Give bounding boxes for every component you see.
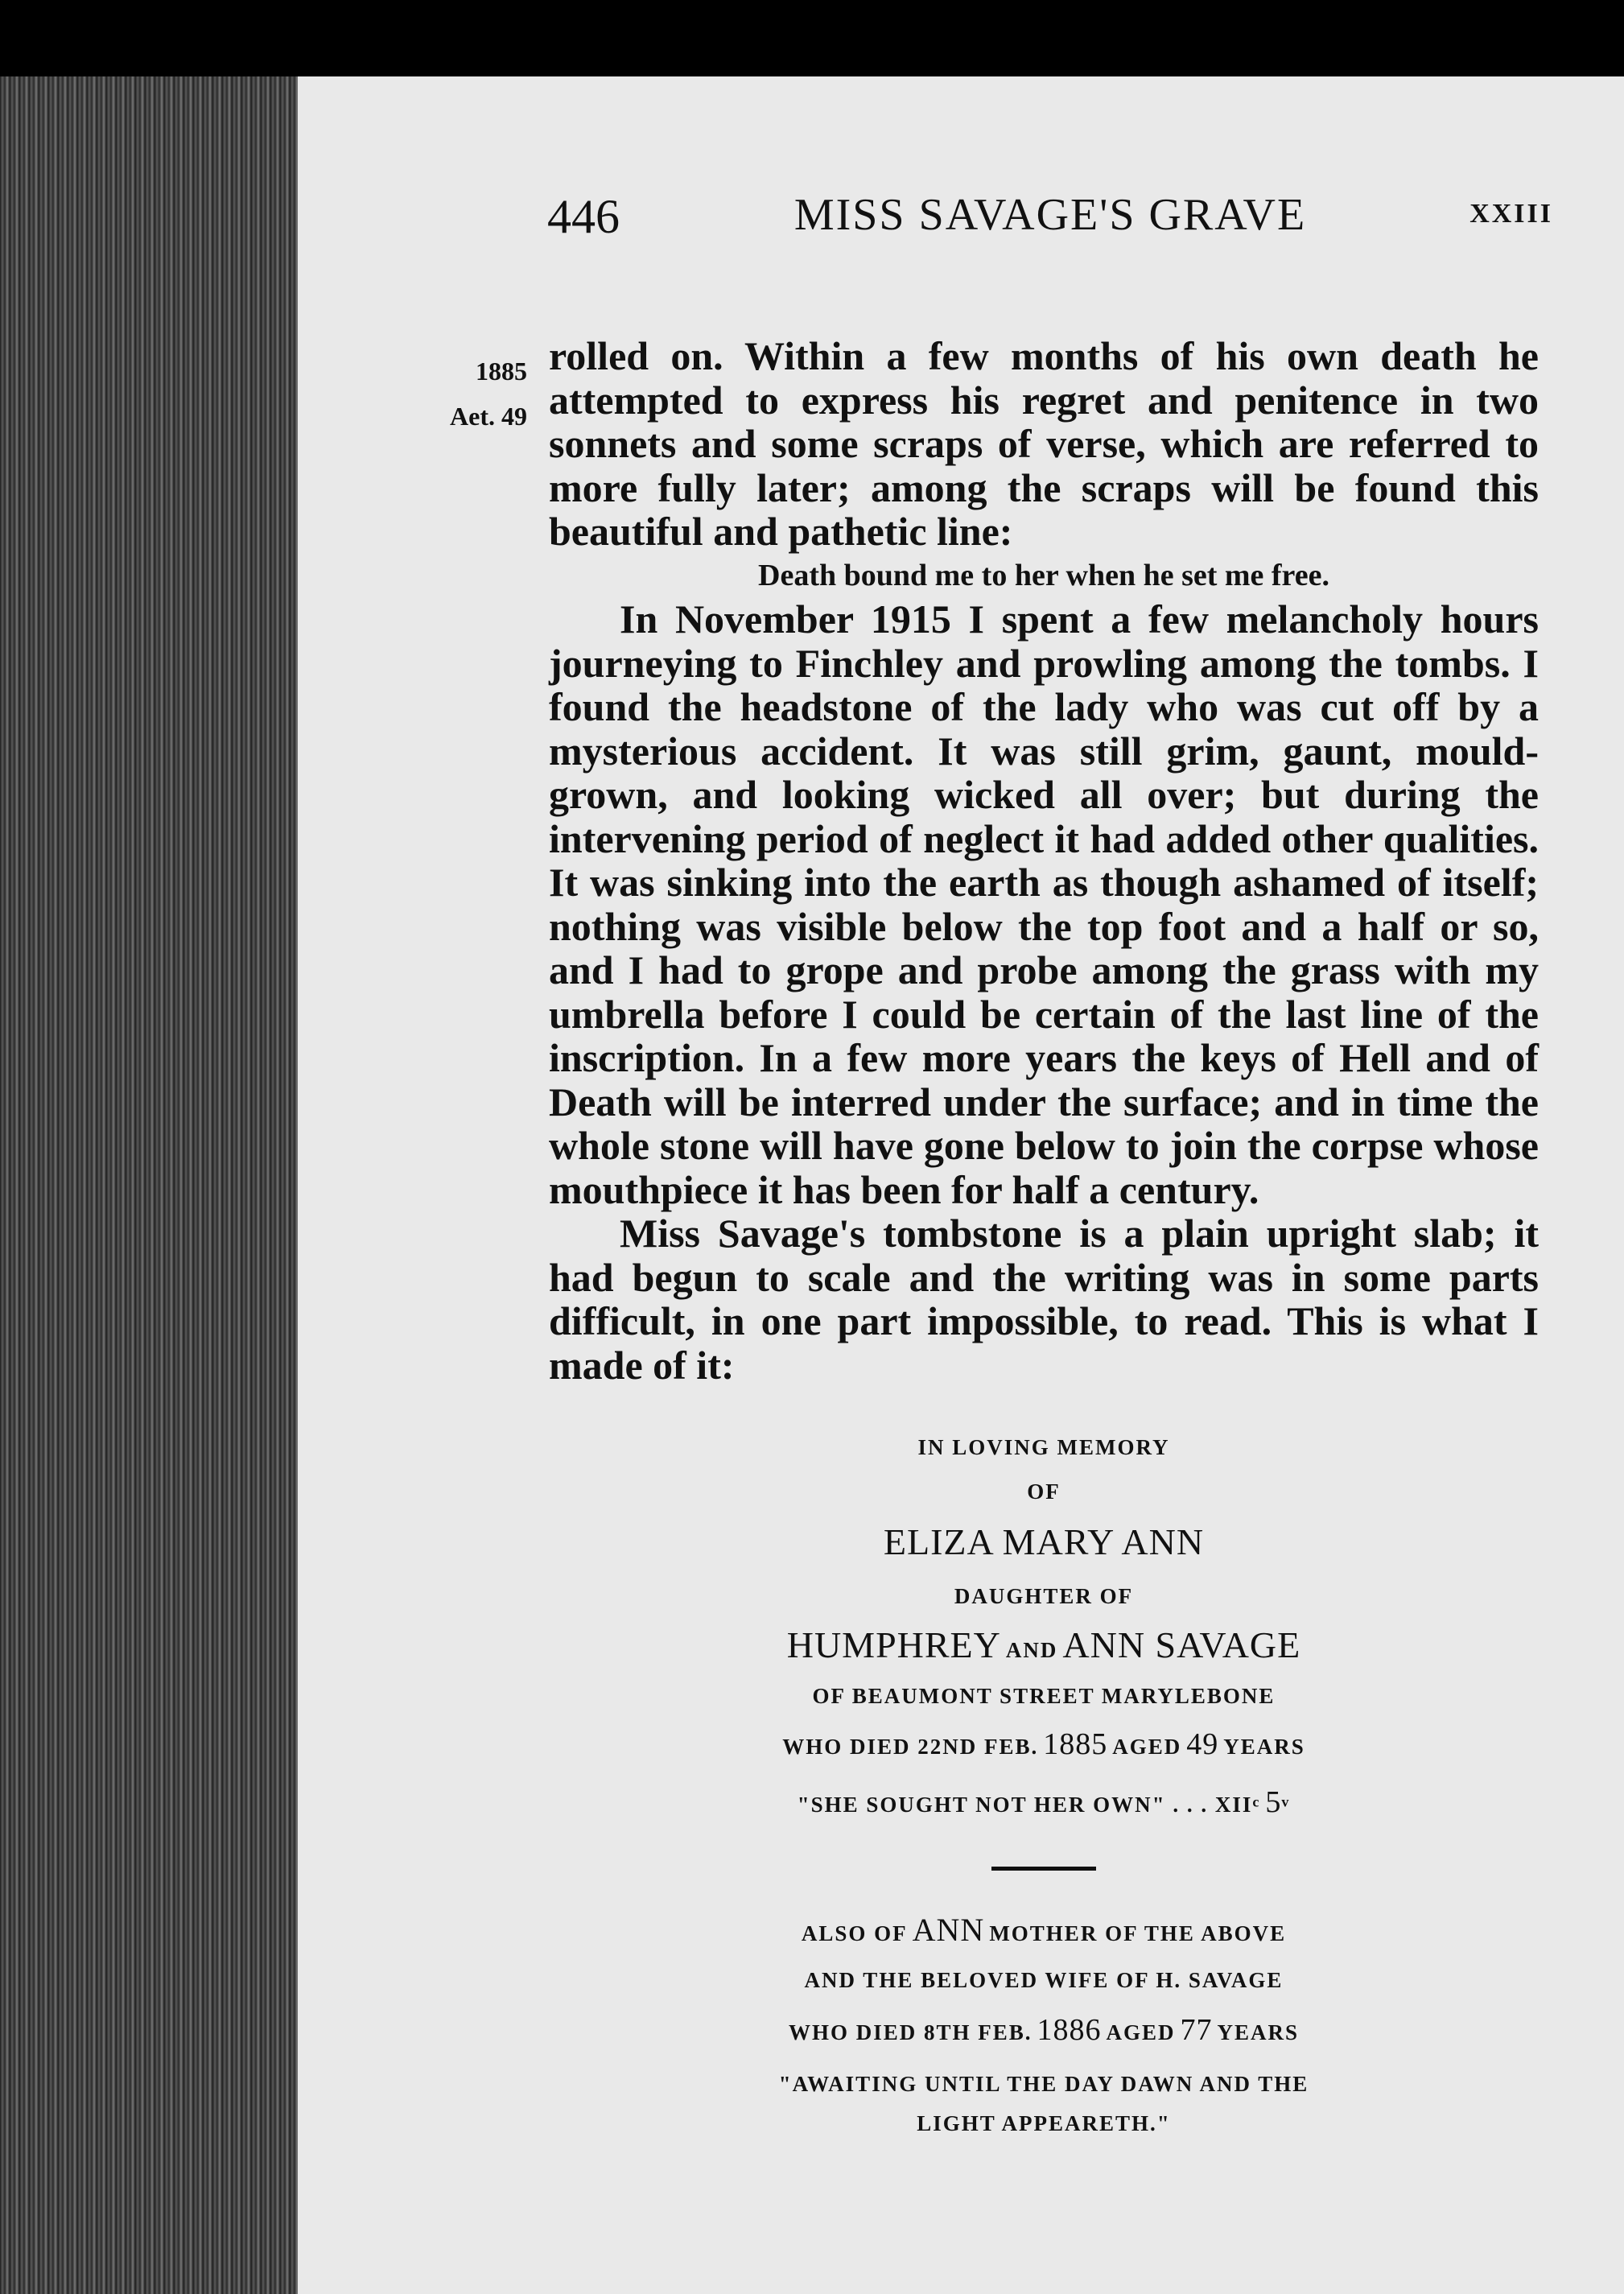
margin-note [439,349,527,439]
inscription-line: IN LOVING MEMORY [917,1435,1170,1459]
chapter-number: XXIII [1469,199,1553,229]
body-text [549,334,1539,1387]
inscription-death-date: WHO DIED 22ND FEB. 1885 AGED 49 YEARS [782,1727,1305,1761]
inscription-verse: LIGHT APPEARETH." [917,2111,1171,2135]
inscription-line: DAUGHTER OF [954,1584,1134,1608]
book-page [298,76,1624,2294]
margin-year: 1885 [476,357,527,386]
inscription-line: OF BEAUMONT STREET MARYLEBONE [812,1684,1276,1708]
page-number: 446 [547,190,620,243]
margin-age: Aet. 49 [450,402,527,431]
inscription-parents: HUMPHREY AND ANN SAVAGE [786,1624,1301,1665]
inscription-name: ELIZA MARY ANN [883,1521,1205,1562]
paragraph-3: Miss Savage's tombstone is a plain upright slab; it had begun to scale and the writing was in some parts difficult, in one part impossible, to read. This is what I made of it: [549,1211,1539,1388]
divider [991,1867,1096,1871]
inscription-verse: "AWAITING UNTIL THE DAY DAWN AND THE [778,2072,1309,2096]
running-head [547,189,1553,245]
book-page-edges [0,76,306,2294]
quoted-line: Death bound me to her when he set me free. [758,558,1329,592]
inscription-line: AND THE BELOVED WIFE OF H. SAVAGE [804,1968,1284,1992]
inscription-death-date: WHO DIED 8TH FEB. 1886 AGED 77 YEARS [788,2013,1300,2047]
inscription-also: ALSO OF ANN MOTHER OF THE ABOVE [801,1912,1287,1948]
inscription-verse: "SHE SOUGHT NOT HER OWN" . . . XII$^c$ 5$^v$ [797,1785,1291,1819]
inscription-line: OF [1027,1479,1061,1504]
tombstone-inscription [549,1437,1539,2135]
paragraph-2: In November 1915 I spent a few melancholy hours journeying to Finchley and prowling among the tombs. I found the headstone of the lady who was cut off by a mysterious accident. It was still grim, gaunt, mould-grown, and looking wicked all over; but during the intervening period of neglect it had added other qualities. It was sinking into the earth as though ashamed of itself; nothing was visible below the top foot and a half or so, and I had to grope and probe among the grass with my umbrella before I could be certain of the last line of the inscription. In a few more years the keys of Hell and of Death will be interred under the surface; and in time the whole stone will have gone below to join the corpse whose mouthpiece it has been for half a century. [549,596,1539,1212]
running-title: MISS SAVAGE'S GRAVE [793,190,1307,240]
paragraph-1: rolled on. Within a few months of his own death he attempted to express his regret and penitence in two sonnets and some scraps of verse, which are referred to more fully later; among the scraps will be found this beautiful and pathetic line: [549,333,1539,554]
